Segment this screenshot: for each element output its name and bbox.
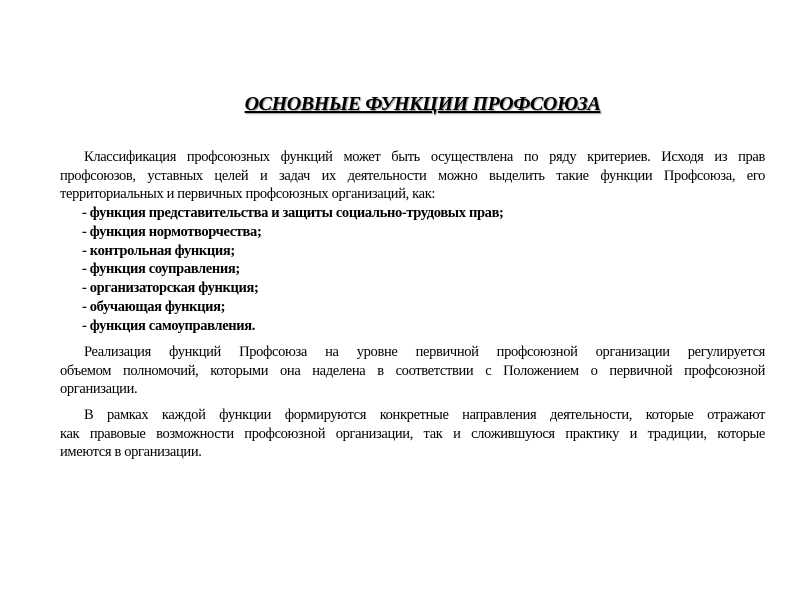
function-list-item: - функция представительства и защиты социально-трудовых прав; [82, 205, 504, 221]
paragraph-2-line: Реализация функций Профсоюза на уровне первичной профсоюзной организации регулируется [84, 344, 765, 360]
paragraph-1-line: профсоюзов, уставных целей и задач их деятельности можно выделить такие функции Профсоюза, его [60, 168, 765, 184]
function-list-item: - организаторская функция; [82, 280, 259, 296]
function-list-item: - функция соуправления; [82, 261, 240, 277]
paragraph-1-line: Классификация профсоюзных функций может быть осуществлена по ряду критериев. Исходя из прав [84, 149, 765, 165]
paragraph-2-line: объемом полномочий, которыми она наделена в соответствии с Положением о первичной профсоюзной [60, 363, 765, 379]
function-list-item: - контрольная функция; [82, 243, 235, 259]
paragraph-3-line: В рамках каждой функции формируются конкретные направления деятельности, которые отражают [84, 407, 765, 423]
function-list-item: - обучающая функция; [82, 299, 226, 315]
function-list-item: - функция нормотворчества; [82, 224, 262, 240]
function-list-item: - функция самоуправления. [82, 318, 256, 334]
page-title: ОСНОВНЫЕ ФУНКЦИИ ПРОФСОЮЗА [244, 93, 601, 115]
paragraph-3-line: как правовые возможности профсоюзной организации, так и сложившуюся практику и традиции, которые [60, 426, 765, 442]
paragraph-1-line: территориальных и первичных профсоюзных организаций, как: [60, 186, 436, 202]
paragraph-2-line: организации. [60, 381, 138, 397]
paragraph-3-line: имеются в организации. [60, 444, 202, 460]
